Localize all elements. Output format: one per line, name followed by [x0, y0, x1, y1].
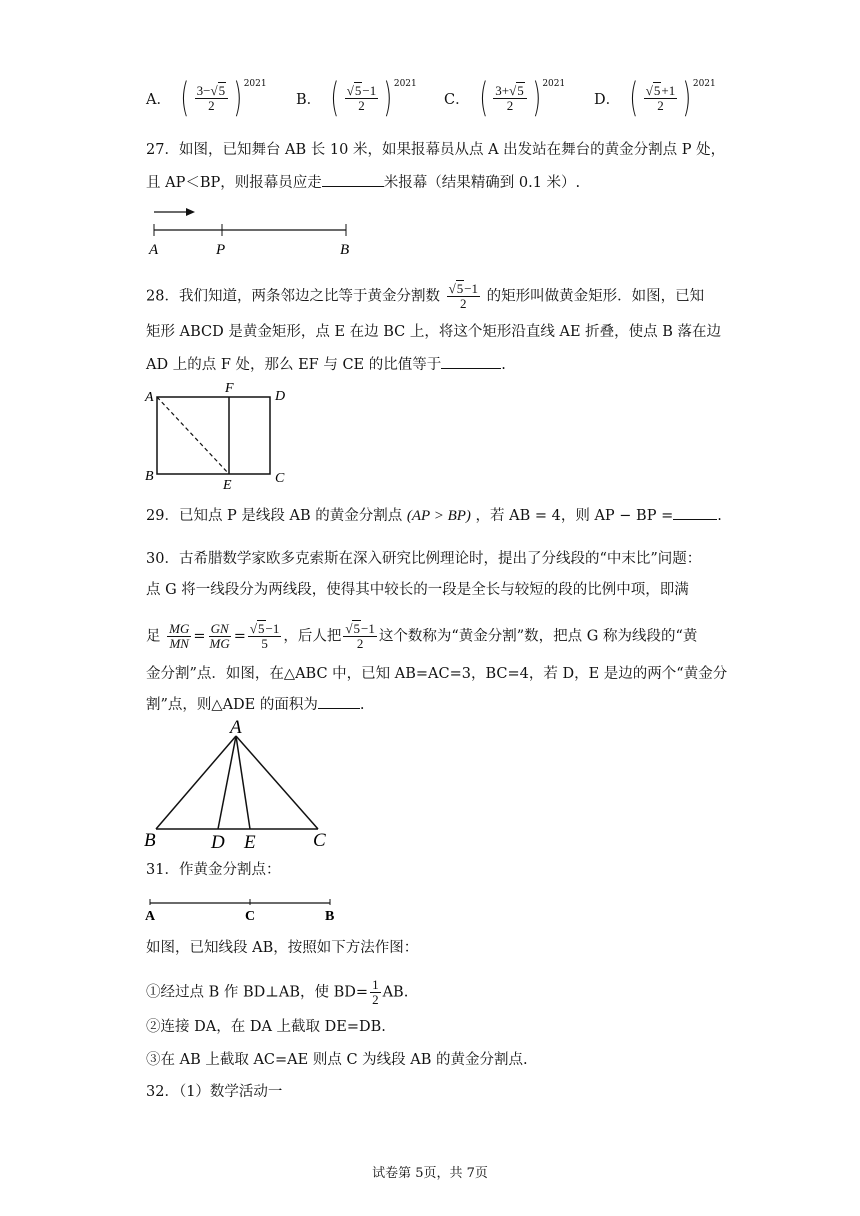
q27-label-b: B [340, 242, 350, 258]
q29-answer-blank [673, 505, 717, 520]
option-2: B． ( $\frac{√5-1}{2}$ ) 2021 [296, 75, 417, 121]
q27-stage-figure [140, 202, 370, 260]
q31-half-fraction: $\frac{1}{2}$ [372, 977, 379, 1007]
q30-label-e: E [244, 832, 256, 852]
q31-label-b: B [325, 909, 335, 924]
option-1: A． ( $\frac{3-√5}{2}$ ) 2021 [146, 75, 267, 121]
q31-label-a: A [145, 909, 156, 924]
q30-line4: 金分割”点．如图，在△ABC 中，已知 AB=AC=3，BC=4，若 D，E 是边的两个“黄金分 [146, 666, 728, 682]
q28-label-b: B [145, 469, 154, 484]
option-fraction: $\frac{3+√5}{2}$ [493, 84, 526, 113]
q27-answer-blank [322, 172, 384, 187]
q30-triangle-figure [140, 716, 340, 852]
q30-label-d: D [211, 832, 225, 852]
option-exponent: 2021 [692, 79, 716, 89]
option-4: D． ( $\frac{√5+1}{2}$ ) 2021 [594, 75, 716, 121]
q28-line3: AD 上的点 F 处，那么 EF 与 CE 的比值等于 . [146, 354, 506, 375]
q28-line2: 矩形 ABCD 是黄金矩形，点 E 在边 BC 上，将这个矩形沿直线 AE 折叠，使点 B 落在边 [146, 324, 722, 340]
q30-fraction-root5-over-5: $\frac{√5-1}{5}$ [249, 621, 280, 651]
q27-label-p: P [216, 242, 226, 258]
q31-intro: 如图，已知线段 AB，按照如下方法作图： [146, 940, 419, 956]
q30-line5: 割”点，则△ADE 的面积为 . [146, 694, 364, 715]
q30-label-b: B [144, 830, 156, 851]
q30-fraction-mg-mn: $\frac{MG}{MN}$ [169, 621, 190, 651]
q28-label-a: A [145, 390, 154, 405]
q32-title: 32．（1）数学活动一 [146, 1084, 283, 1100]
q28-label-f: F [225, 381, 234, 396]
option-label: C． [444, 91, 470, 108]
option-label: D． [594, 91, 621, 108]
option-fraction: $\frac{√5-1}{2}$ [346, 82, 377, 113]
q27-line1: 27．如图，已知舞台 AB 长 10 米，如果报幕员从点 A 出发站在舞台的黄金分割点 P 处， [146, 142, 726, 158]
q31-step1: ①经过点 B 作 BD⊥AB，使 BD= $\frac{1}{2}$ AB. [146, 977, 409, 1007]
q28-rectangle-figure [142, 380, 302, 492]
q28-label-e: E [223, 478, 232, 492]
q30-fraction-gn-mg: $\frac{GN}{MG}$ [209, 621, 230, 651]
option-fraction: $\frac{3-√5}{2}$ [195, 84, 228, 113]
q29-line: 29．已知点 P 是线段 AB 的黄金分割点 (AP > BP) ，若 AB = 4，则 AP − BP = . [146, 505, 722, 526]
page-footer: 试卷第 5页，共 7页 [372, 1166, 488, 1181]
q27-line2: 且 AP＜BP，则报幕员应走 米报幕（结果精确到 0.1 米）. [146, 172, 580, 193]
q30-label-a: A [230, 717, 242, 738]
q28-label-c: C [275, 471, 285, 486]
q30-answer-blank [318, 694, 360, 709]
q30-line1: 30．古希腊数学家欧多克索斯在深入研究比例理论时，提出了分线段的“中末比”问题： [146, 551, 702, 567]
q30-fraction-golden: $\frac{√5-1}{2}$ [345, 621, 375, 651]
q28-golden-fraction: $\frac{√5-1}{2}$ [448, 281, 479, 311]
option-exponent: 2021 [393, 79, 417, 89]
q30-label-c: C [313, 830, 326, 851]
q31-step2: ②连接 DA，在 DA 上截取 DE=DB. [146, 1019, 386, 1035]
option-label: A． [146, 91, 171, 108]
q31-segment-figure [140, 894, 340, 928]
q31-title: 31．作黄金分割点： [146, 862, 281, 878]
q31-step3: ③在 AB 上截取 AC=AE 则点 C 为线段 AB 的黄金分割点. [146, 1052, 528, 1068]
q30-line3: 足 $\frac{MG}{MN}$ = $\frac{GN}{MG}$ = $\frac{√5-1}{5}$ ，后人把 $\frac{√5-1}{2}$ 这个数称为“黄金分割”数，把点 G 称为线段的“黄 [146, 621, 698, 651]
q28-line1: 28．我们知道，两条邻边之比等于黄金分割数 $\frac{√5-1}{2}$ 的矩形叫做黄金矩形．如图，已知 [146, 281, 705, 311]
q27-label-a: A [149, 242, 159, 258]
q30-line2: 点 G 将一线段分为两线段，使得其中较长的一段是全长与较短的段的比例中项，即满 [146, 582, 689, 598]
option-fraction: $\frac{√5+1}{2}$ [645, 82, 676, 113]
q28-answer-blank [441, 354, 501, 369]
option-3: C． ( $\frac{3+√5}{2}$ ) 2021 [444, 75, 566, 121]
option-exponent: 2021 [542, 79, 566, 89]
option-label: B． [296, 91, 322, 108]
q28-label-d: D [275, 389, 286, 404]
q31-label-c: C [245, 909, 256, 924]
option-exponent: 2021 [243, 79, 267, 89]
